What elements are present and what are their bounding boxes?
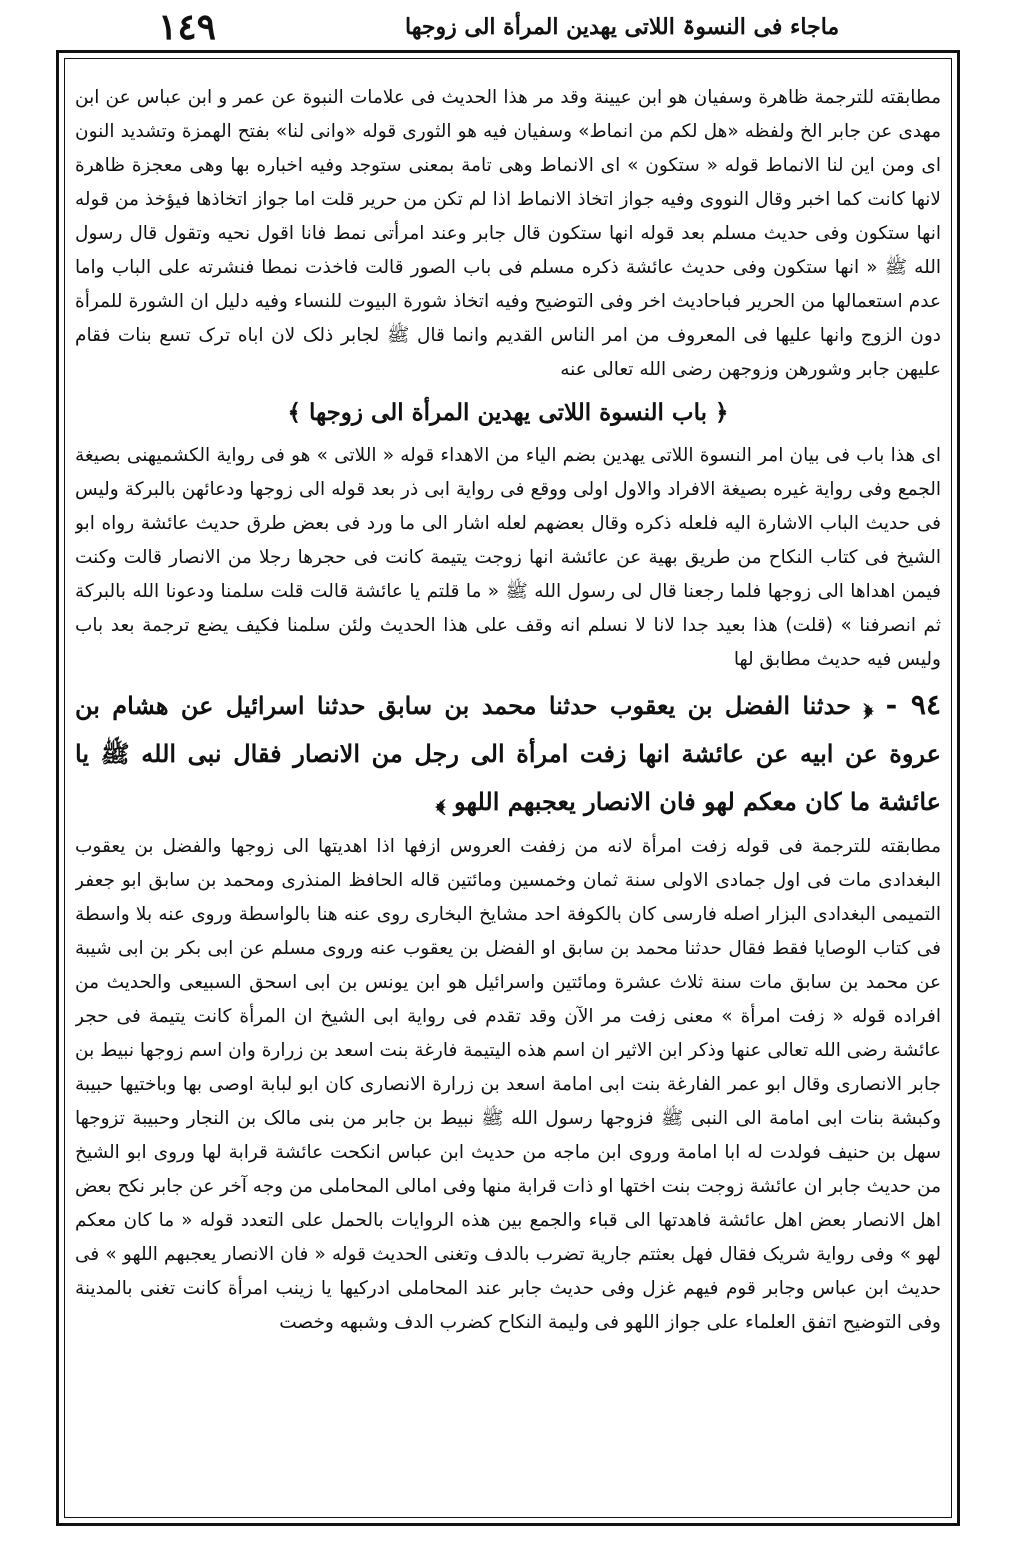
hadith-number: ٩٤ - (885, 688, 941, 721)
page-header (40, 4, 981, 54)
page-frame-inner (64, 58, 952, 1518)
hadith-body: ﴿ حدثنا الفضل بن یعقوب حدثنا محمد بن سابق حدثنا اسرائیل عن هشام بن عروة عن ابیه عن عائشة انها زفت امرأة الی رجل من الانصار فقال نبی الله ﷺ یا عائشة ما کان معکم لهو فان الانصار یعجبهم اللهو ﴾ (75, 691, 941, 816)
page-body (75, 81, 941, 1507)
page-frame (56, 50, 960, 1526)
commentary-paragraph: مطابقته للترجمة ظاهرة وسفیان هو ابن عیینة وقد مر هذا الحدیث فی علامات النبوة عن عمر و ابن عباس عن ابن مهدی عن جابر الخ ولفظه «هل لکم من انماط» وسفیان فیه هو الثوری قوله «وانی لنا» بفتح الهمزة وتشدید النون ای ومن این لنا الانماط قوله « ستکون » ای الانماط وهی تامة بمعنی ستوجد وفیه اخباره بها وهی معجزة ظاهرة لانها کانت کما اخبر وقال النووی وفیه جواز اتخاذ الانماط اذا لم تکن من حریر قلت اما جواز اتخاذها فیؤخذ من قوله انها ستکون وفی حدیث مسلم بعد قوله انها ستکون قال جابر وعند امرأتی نمط فانا اقول نحیه وتقول قال رسول الله ﷺ « انها ستکون وفی حدیث عائشة ذکره مسلم فی باب الصور قالت فاخذت نمطا فنشرته علی الباب واما عدم استعمالها من الحریر فباحادیث اخر وفی التوضیح وفیه اتخاذ شورة البیوت للنساء وفیه دلیل ان الشورة للمرأة دون الزوج وانها علیها فی المعروف من امر الناس القدیم وانما قال ﷺ لجابر ذلک لان اباه ترک تسع بنات فقام علیهن جابر وشورهن وزوجهن رضی الله تعالی عنه (75, 87, 941, 380)
running-title: ماجاء فی النسوۃ اللاتی یهدین المرأة الی زوجها (405, 14, 840, 40)
page-number: ١٤٩ (158, 6, 217, 48)
chapter-heading: ﴿ باب النسوة اللاتی یهدین المرأة الی زوجها ﴾ (287, 399, 729, 426)
commentary-paragraph: مطابقته للترجمة فی قوله زفت امرأة لانه من زففت العروس ازفها اذا اهدیتها الی زوجها والفضل بن یعقوب البغدادی مات فی اول جمادی الاولی سنة ثمان وخمسین ومائتین قاله الحافظ المنذری ومحمد بن سابق ابو جعفر التمیمی البغدادی البزار اصله فارسی کان بالکوفة احد مشایخ البخاری روی عنه هنا بالواسطة وروی عنه بلا واسطة فی کتاب الوصایا فقط فقال حدثنا محمد بن سابق او الفضل بن یعقوب عنه وروی مسلم عن ابی بکر بن ابی شیبة عن محمد بن سابق مات سنة ثلاث عشرة ومائتین واسرائیل هو ابن یونس بن ابی اسحق السبیعی والحدیث من افراده قوله « زفت امرأة » معنی زفت مر الآن وقد تقدم فی روایة ابی الشیخ ان المرأة کانت یتیمة فی حجر عائشة رضی الله تعالی عنها وذکر ابن الاثیر ان اسم هذه الیتیمة فارغة بنت اسعد بن زرارة وان اسم زوجها نبیط بن جابر الانصاری وقال ابو عمر الفارغة بنت ابی امامة اسعد بن زرارة الانصاری کان ابو لبابة اوصی بها وباختیها حبیبة وکبشة بنات ابی امامة الی النبی ﷺ فزوجها رسول الله ﷺ نبیط بن جابر من بنی مالک بن النجار وحبیبة تزوجها سهل بن حنیف فولدت له ابا امامة وروی ابن ماجه من حدیث ابن عباس انکحت عائشة قرابة لها وروی ابو الشیخ من حدیث جابر ان عائشة زوجت بنت اختها او ذات قرابة منها وفی امالی المحاملی من وجه آخر عن جابر نکح بعض اهل الانصار بعض اهل عائشة فاهدتها الی قباء والجمع بین هذه الروایات بالحمل علی التعدد قوله « ما کان معکم لهو » وفی روایة شریک فقال فهل بعثتم جاریة تضرب بالدف وتغنی الحدیث قوله « فان الانصار یعجبهم اللهو » فی حدیث ابن عباس وجابر قوم فیهم غزل وفی حدیث جابر عند المحاملی ادرکیها یا زینب امرأة کانت تغنی بالمدینة وفی التوضیح اتفق العلماء علی جواز اللهو فی ولیمة النکاح کضرب الدف وشبهه وخصت (75, 836, 941, 1333)
hadith-text (75, 681, 941, 826)
commentary-paragraph: ای هذا باب فی بیان امر النسوة اللاتی یهدین بضم الیاء من الاهداء قوله « اللاتی » هو فی روایة الکشمیهنی بصیغة الجمع وفی روایة غیره بصیغة الافراد والاول اولی ووقع فی روایة ابی ذر بعد قوله الی زوجها ودعائهن بالبرکة ولیس فی حدیث الباب الاشارة الیه فلعله ذکره وقال بعضهم لعله اشار الی ما ورد فی بعض طرق حدیث عائشة رواه ابو الشیخ فی کتاب النکاح من طریق بهیة عن عائشة انها زوجت یتیمة کانت فی حجرها رجلا من الانصار قالت وکنت فیمن اهداها الی زوجها فلما رجعنا قال لی رسول الله ﷺ « ما قلتم یا عائشة قالت قلت سلمنا ودعونا الله بالبرکة ثم انصرفنا » (قلت) هذا بعید جدا لانا لا نسلم انه وقف علی هذا الحدیث ولئن سلمنا فکیف یضع ترجمة بعد باب ولیس فیه حدیث مطابق لها (75, 445, 941, 670)
